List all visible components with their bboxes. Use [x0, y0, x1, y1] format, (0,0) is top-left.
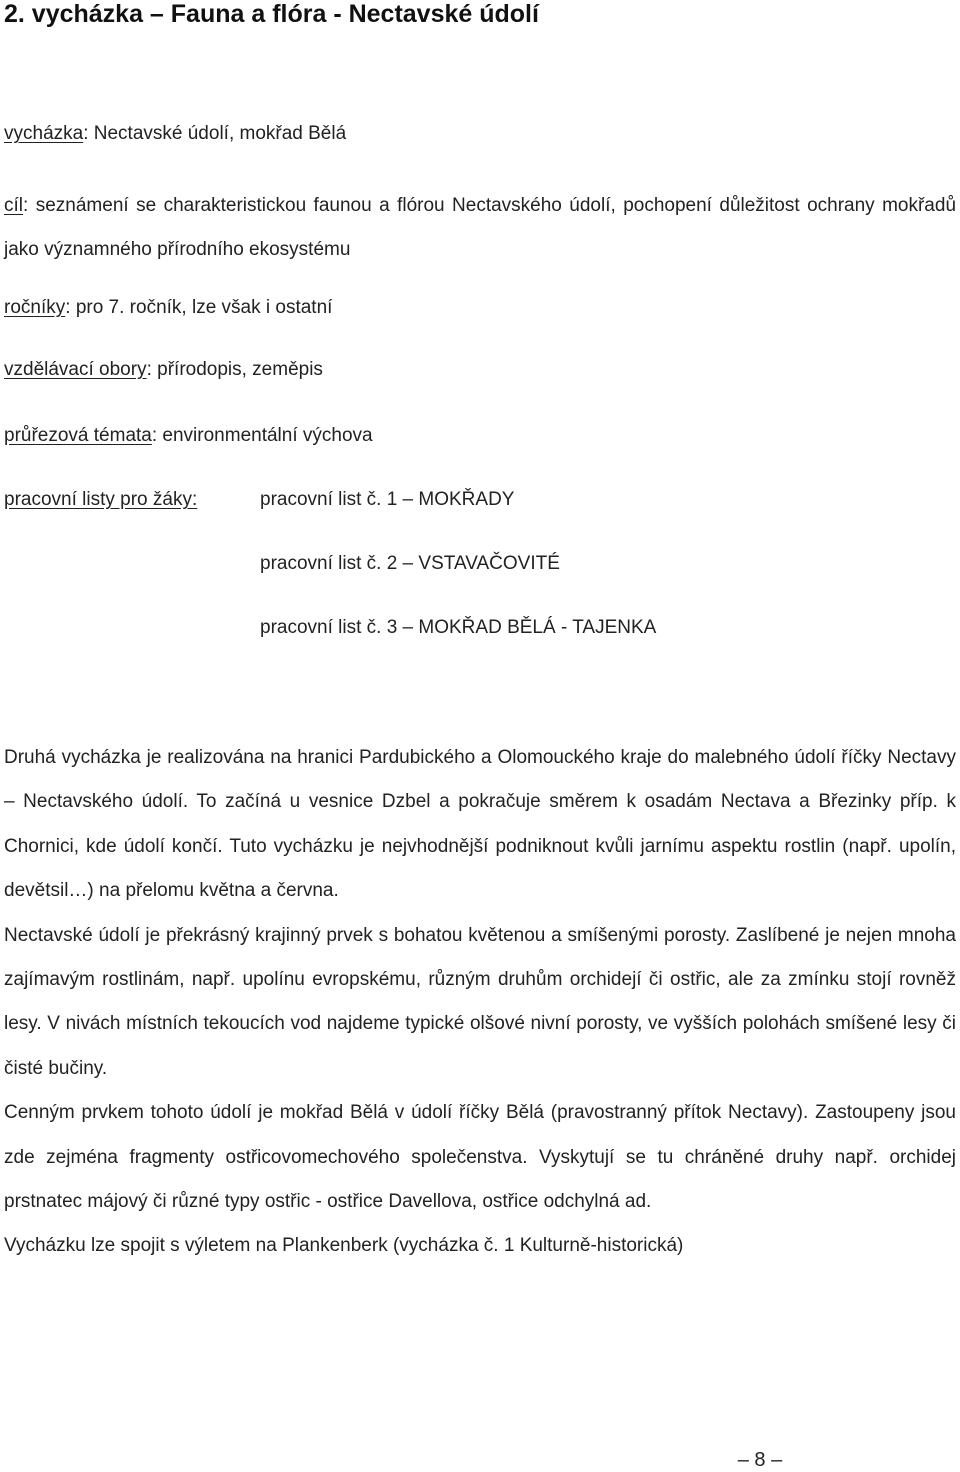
document-title: 2. vycházka – Fauna a flóra - Nectavské údolí: [4, 0, 539, 28]
goal-value: seznámení se charakteristickou faunou a flórou Nectavského údolí, pochopení důležitost ochrany mokřadů jako významného přírodního ekosystému: [4, 195, 957, 260]
paragraph: Cenným prvkem tohoto údolí je mokřad Bělá v údolí říčky Bělá (pravostranný přítok Nectavy). Zastoupeny jsou zde zejména fragmenty ostřicovomechového společenstva. Vyskytují se tu chráněné druhy např. orchidej prstnatec májový či různé typy ostřic - ostřice Davellova, ostřice odchylná ad.: [4, 1102, 956, 1213]
subjects-value: přírodopis, zeměpis: [157, 359, 323, 380]
trip-label: vycházka: [4, 123, 84, 144]
worksheet-item: pracovní list č. 3 – MOKŘAD BĚLÁ - TAJENKA: [260, 617, 657, 638]
worksheets-label: pracovní listy pro žáky:: [4, 489, 198, 510]
trip-value: Nectavské údolí, mokřad Bělá: [93, 123, 347, 144]
themes-line: průřezová témata: environmentální výchova: [4, 425, 373, 446]
goal-block: cíl: seznámení se charakteristickou faunou a flórou Nectavského údolí, pochopení důležitost ochrany mokřadů jako významného přírodního ekosystému: [4, 195, 957, 260]
paragraph: Nectavské údolí je překrásný krajinný prvek s bohatou květenou a smíšenými porosty. Zaslíbené je nejen mnoha zajímavým rostlinám, např. upolínu evropskému, různým druhům orchidejí či ostřic, ale za zmínku stojí rovněž lesy. V nivách místních tekoucích vod najdeme typické olšové nivní porosty, ve vyšších polohách smíšené lesy či čisté bučiny.: [4, 924, 956, 1079]
subjects-line: vzdělávací obory: přírodopis, zeměpis: [4, 359, 323, 380]
grades-label: ročníky: [4, 297, 66, 318]
trip-line: vycházka: Nectavské údolí, mokřad Bělá: [4, 123, 347, 144]
body-text: [4, 736, 956, 1269]
paragraph: Vycházku lze spojit s výletem na Plankenberk (vycházka č. 1 Kulturně-historická): [4, 1235, 684, 1257]
grades-line: ročníky: pro 7. ročník, lze však i ostatní: [4, 297, 333, 318]
themes-label: průřezová témata: [4, 425, 152, 446]
page-number: – 8 –: [737, 1449, 783, 1471]
worksheet-item: pracovní list č. 1 – MOKŘADY: [260, 489, 515, 510]
grades-value: pro 7. ročník, lze však i ostatní: [75, 297, 333, 318]
goal-label: cíl: [4, 195, 23, 216]
subjects-label: vzdělávací obory: [4, 359, 147, 380]
worksheet-item: pracovní list č. 2 – VSTAVAČOVITÉ: [260, 553, 560, 574]
themes-value: environmentální výchova: [162, 425, 373, 446]
paragraph: Druhá vycházka je realizována na hranici Pardubického a Olomouckého kraje do malebného údolí říčky Nectavy – Nectavského údolí. To začíná u vesnice Dzbel a pokračuje směrem k osadám Nectava a Březinky příp. k Chornici, kde údolí končí. Tuto vycházku je nejvhodnější podniknout kvůli jarnímu aspektu rostlin (např. upolín, devětsil…) na přelomu května a června.: [4, 747, 956, 902]
